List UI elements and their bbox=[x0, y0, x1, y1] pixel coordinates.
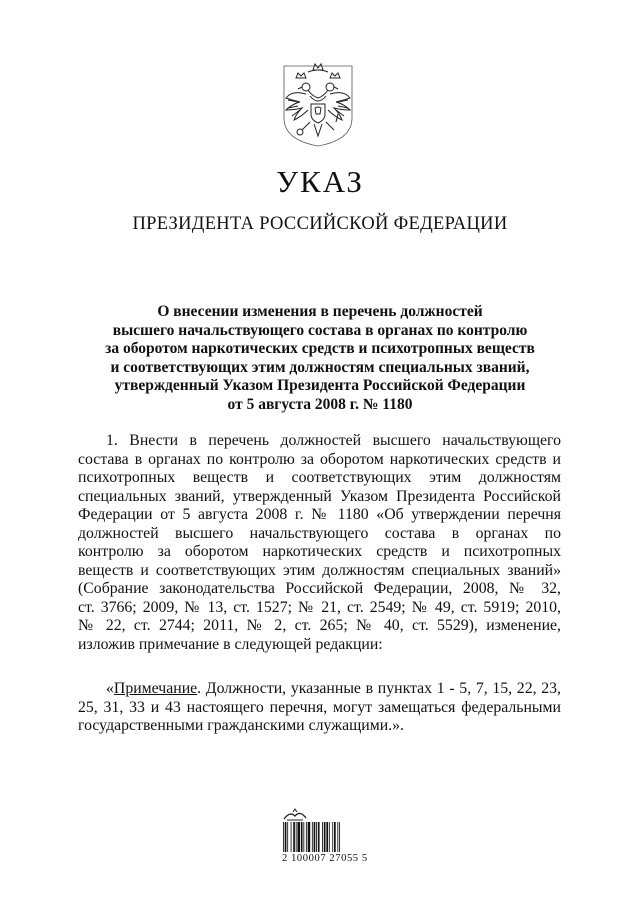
note-line: 25, 31, 33 и 43 настоящего перечня, могут замещаться федеральными bbox=[78, 698, 561, 716]
paragraph-line: Федерации от 5 августа 2008 г. № 1180 «Об утверждении перечня bbox=[78, 506, 561, 523]
paragraph-line: № 22, ст. 2744; 2011, № 2, ст. 265; № 40, ст. 5529), изменение, bbox=[78, 617, 561, 634]
note-label: Примечание bbox=[113, 680, 198, 697]
paragraph-line: состава в органах по контролю за оборотом наркотических средств и bbox=[78, 450, 561, 468]
heading-line: и соответствующих этим должностям специальных званий, bbox=[110, 358, 530, 376]
note-line: государственными гражданскими служащими.». bbox=[78, 717, 404, 734]
paragraph-line: веществ и соответствующих этим должностям специальных званий» bbox=[78, 561, 561, 579]
barcode-number: 2 100007 27055 5 bbox=[282, 853, 368, 864]
barcode-icon bbox=[282, 822, 362, 852]
paragraph-line: 1. Внести в перечень должностей высшего начальствующего bbox=[106, 432, 561, 449]
paragraph-line: специальных званий, утвержденный Указом Президента Российской bbox=[78, 487, 561, 505]
paragraph-line: изложив примечание в следующей редакции: bbox=[78, 635, 383, 653]
printing-mark-icon bbox=[281, 808, 309, 822]
paragraph-line: психотропных веществ и соответствующих этим должностям bbox=[78, 469, 561, 486]
heading-line: за оборотом наркотических средств и психотропных веществ bbox=[105, 340, 535, 358]
heading-line: О внесении изменения в перечень должностей bbox=[157, 303, 483, 320]
paragraph-line: контролю за оборотом наркотических средств и психотропных bbox=[78, 543, 561, 560]
coat-of-arms-emblem bbox=[280, 60, 356, 148]
paragraph-1 bbox=[78, 432, 561, 654]
note-text: . Должности, указанные в пунктах 1 - 5, 7, 15, 22, 23, bbox=[197, 680, 561, 697]
decree-subtitle: ПРЕЗИДЕНТА РОССИЙСКОЙ ФЕДЕРАЦИИ bbox=[132, 214, 508, 234]
note-open-quote: « bbox=[106, 680, 114, 697]
note-line bbox=[78, 680, 561, 699]
paragraph-line: ст. 3766; 2009, № 13, ст. 1527; № 21, ст. 2549; № 49, ст. 5919; 2010, bbox=[78, 598, 561, 616]
decree-heading bbox=[90, 303, 550, 415]
decree-title: УКАЗ bbox=[276, 164, 364, 199]
paragraph-line: должностей высшего начальствующего состава в органах по bbox=[78, 524, 561, 542]
heading-line: утвержденный Указом Президента Российской Федерации bbox=[114, 377, 526, 395]
paragraph-line: (Собрание законодательства Российской Федерации, 2008, № 32, bbox=[78, 580, 561, 597]
heading-line: высшего начальствующего состава в органах по контролю bbox=[112, 321, 528, 339]
note-paragraph bbox=[78, 680, 561, 736]
heading-line: от 5 августа 2008 г. № 1180 bbox=[227, 395, 413, 413]
